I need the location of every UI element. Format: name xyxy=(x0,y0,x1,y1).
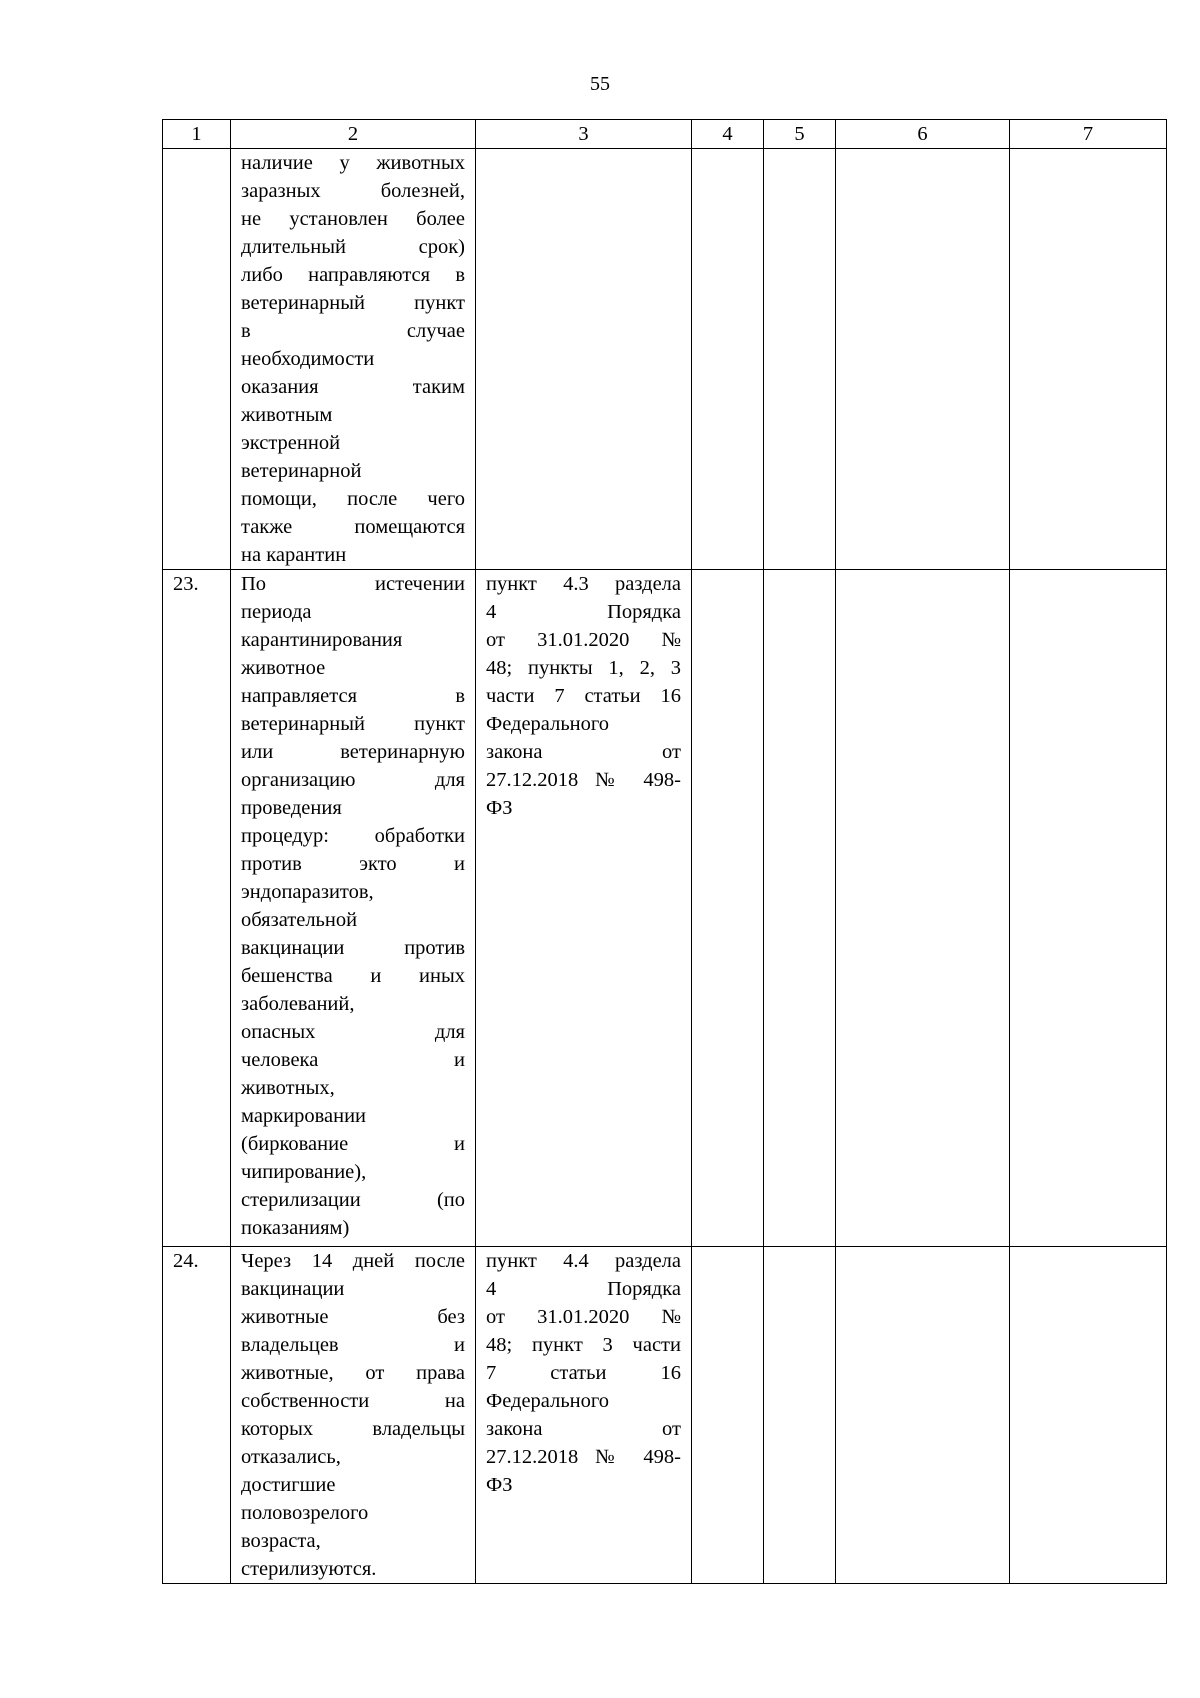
cell-text-line: животным xyxy=(241,404,333,426)
empty-cell-col-6 xyxy=(836,149,1010,570)
requirements-table xyxy=(162,119,1167,1584)
cell-text-line: ветеринарный пункт xyxy=(241,713,465,735)
cell-text-line: животное xyxy=(241,657,326,679)
empty-cell-col-5 xyxy=(764,570,836,1247)
page-number: 55 xyxy=(590,73,610,95)
cell-text-line: 4 Порядка xyxy=(486,1278,681,1300)
column-header: 7 xyxy=(1010,120,1167,149)
cell-text-line: отказались, xyxy=(241,1446,341,1468)
cell-text-line: 27.12.2018 № 498- xyxy=(486,769,681,791)
cell-text-line: не установлен более xyxy=(241,208,465,230)
cell-text-line: вакцинации xyxy=(241,1278,345,1300)
cell-text-line: стерилизуются. xyxy=(241,1558,377,1580)
cell-text-line: человека и xyxy=(241,1049,465,1071)
cell-text-line: от 31.01.2020 № xyxy=(486,1306,681,1328)
cell-text-line: Через 14 дней после xyxy=(241,1250,465,1272)
column-header: 4 xyxy=(692,120,764,149)
requirement-text-cell xyxy=(231,1247,476,1584)
cell-text-line: опасных для xyxy=(241,1021,465,1043)
cell-text-line: закона от xyxy=(486,741,681,763)
cell-text-line: стерилизации (по xyxy=(241,1189,465,1211)
cell-text-line: закона от xyxy=(486,1418,681,1440)
cell-text-line: бешенства и иных xyxy=(241,965,465,987)
cell-text-line: 27.12.2018 № 498- xyxy=(486,1446,681,1468)
table-row xyxy=(163,1247,1167,1584)
column-header: 6 xyxy=(836,120,1010,149)
column-header: 2 xyxy=(231,120,476,149)
cell-text-line: необходимости xyxy=(241,348,375,370)
cell-text-line: наличие у животных xyxy=(241,152,465,174)
row-number-cell: 24. xyxy=(163,1247,231,1584)
cell-text-line: 7 статьи 16 xyxy=(486,1362,681,1384)
empty-cell-col-7 xyxy=(1010,149,1167,570)
cell-text-line: организацию для xyxy=(241,769,465,791)
empty-cell-col-6 xyxy=(836,570,1010,1247)
cell-text-line: заболеваний, xyxy=(241,993,355,1015)
cell-text-line: ФЗ xyxy=(486,1474,513,1496)
table-row xyxy=(163,149,1167,570)
cell-text-line: пункт 4.4 раздела xyxy=(486,1250,681,1272)
cell-text-line: либо направляются в xyxy=(241,264,465,286)
cell-text-line: в случае xyxy=(241,320,465,342)
cell-text-line: животных, xyxy=(241,1077,335,1099)
empty-cell-col-7 xyxy=(1010,570,1167,1247)
cell-text-line: от 31.01.2020 № xyxy=(486,629,681,651)
row-number-cell xyxy=(163,149,231,570)
cell-text-line: вакцинации против xyxy=(241,937,465,959)
cell-text-line: животные, от права xyxy=(241,1362,465,1384)
empty-cell-col-4 xyxy=(692,1247,764,1584)
column-header: 1 xyxy=(163,120,231,149)
table-row xyxy=(163,570,1167,1247)
empty-cell-col-5 xyxy=(764,149,836,570)
cell-text-line: владельцев и xyxy=(241,1334,465,1356)
cell-text-line: проведения xyxy=(241,797,342,819)
cell-text-line: 4 Порядка xyxy=(486,601,681,623)
legal-reference-cell xyxy=(476,570,692,1247)
cell-text-line: животные без xyxy=(241,1306,465,1328)
cell-text-line: направляется в xyxy=(241,685,465,707)
empty-cell-col-6 xyxy=(836,1247,1010,1584)
cell-text-line: (биркование и xyxy=(241,1133,465,1155)
cell-text-line: помощи, после чего xyxy=(241,488,465,510)
table-header-row xyxy=(163,120,1167,149)
cell-text-line: ФЗ xyxy=(486,797,513,819)
empty-cell-col-4 xyxy=(692,149,764,570)
cell-text-line: части 7 статьи 16 xyxy=(486,685,681,707)
cell-text-line: заразных болезней, xyxy=(241,180,465,202)
empty-cell-col-7 xyxy=(1010,1247,1167,1584)
cell-text-line: оказания таким xyxy=(241,376,465,398)
requirement-text-cell xyxy=(231,570,476,1247)
cell-text-line: возраста, xyxy=(241,1530,321,1552)
empty-cell-col-4 xyxy=(692,570,764,1247)
cell-text-line: ветеринарный пункт xyxy=(241,292,465,314)
column-header: 3 xyxy=(476,120,692,149)
cell-text-line: процедур: обработки xyxy=(241,825,465,847)
cell-text-line: собственности на xyxy=(241,1390,465,1412)
row-number-cell: 23. xyxy=(163,570,231,1247)
cell-text-line: половозрелого xyxy=(241,1502,369,1524)
cell-text-line: обязательной xyxy=(241,909,358,931)
cell-text-line: Федерального xyxy=(486,713,610,735)
cell-text-line: пункт 4.3 раздела xyxy=(486,573,681,595)
cell-text-line: карантинирования xyxy=(241,629,403,651)
cell-text-line: достигшие xyxy=(241,1474,336,1496)
cell-text-line: 48; пункты 1, 2, 3 xyxy=(486,657,681,679)
cell-text-line: также помещаются xyxy=(241,516,465,538)
legal-reference-cell xyxy=(476,1247,692,1584)
cell-text-line: или ветеринарную xyxy=(241,741,465,763)
cell-text-line: эндопаразитов, xyxy=(241,881,374,903)
cell-text-line: экстренной xyxy=(241,432,341,454)
cell-text-line: длительный срок) xyxy=(241,236,465,258)
cell-text-line: По истечении xyxy=(241,573,465,595)
legal-reference-cell xyxy=(476,149,692,570)
cell-text-line: маркировании xyxy=(241,1105,367,1127)
column-header: 5 xyxy=(764,120,836,149)
cell-text-line: 48; пункт 3 части xyxy=(486,1334,681,1356)
requirement-text-cell xyxy=(231,149,476,570)
empty-cell-col-5 xyxy=(764,1247,836,1584)
cell-text-line: на карантин xyxy=(241,544,347,566)
cell-text-line: которых владельцы xyxy=(241,1418,465,1440)
cell-text-line: показаниям) xyxy=(241,1217,350,1239)
cell-text-line: периода xyxy=(241,601,312,623)
cell-text-line: чипирование), xyxy=(241,1161,367,1183)
cell-text-line: против экто и xyxy=(241,853,465,875)
cell-text-line: Федерального xyxy=(486,1390,610,1412)
cell-text-line: ветеринарной xyxy=(241,460,362,482)
